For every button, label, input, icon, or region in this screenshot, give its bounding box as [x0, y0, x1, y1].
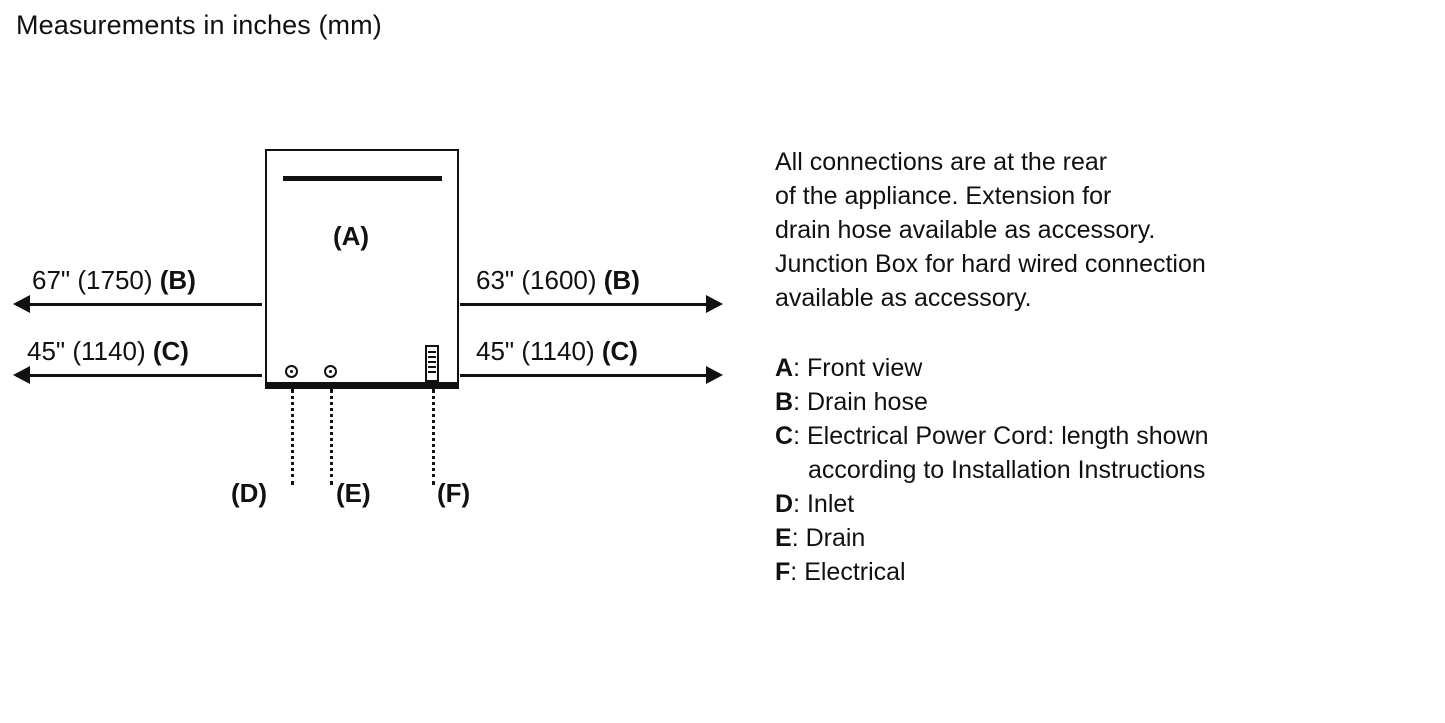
legend-sep-e: : — [791, 524, 806, 552]
legend-sep-c: : — [793, 422, 807, 450]
dimension-line-right-bottom — [460, 374, 706, 377]
front-view-label: (A) — [333, 221, 370, 251]
legend-sep-f: : — [790, 558, 805, 586]
dimension-label-left-top — [32, 265, 196, 296]
dimension-line-left-top — [16, 303, 262, 306]
dimension-value-left-top: 67" (1750) — [32, 265, 160, 295]
legend-text-e: Drain — [805, 524, 866, 552]
arrow-right-bottom-icon — [706, 366, 723, 384]
legend-key-a: A — [775, 354, 794, 382]
electrical-drop-line — [432, 389, 435, 485]
legend-item-b — [775, 385, 1425, 419]
legend-text-f: Electrical — [804, 558, 906, 586]
notes-paragraph — [775, 145, 1415, 315]
dimension-label-left-bottom — [27, 336, 189, 367]
legend-key-f: F — [775, 558, 791, 586]
dimension-ref-left-bottom: (C) — [152, 336, 189, 366]
arrow-left-top-icon — [13, 295, 30, 313]
dimension-value-right-top: 63" (1600) — [476, 265, 604, 295]
dimension-label-right-bottom — [476, 336, 638, 367]
arrow-right-top-icon — [706, 295, 723, 313]
legend-key-e: E — [775, 524, 792, 552]
dimension-line-left-bottom — [16, 374, 262, 377]
appliance-handle — [283, 176, 442, 181]
page-title: Measurements in inches (mm) — [16, 10, 382, 40]
dimension-line-right-top — [460, 303, 706, 306]
legend-text-d: Inlet — [806, 490, 855, 518]
dimension-ref-right-bottom: (C) — [601, 336, 638, 366]
legend-item-f — [775, 555, 1425, 589]
legend-key-b: B — [775, 388, 794, 416]
dimension-value-left-bottom: 45" (1140) — [27, 336, 153, 366]
arrow-left-bottom-icon — [13, 366, 30, 384]
notes-line: available as accessory. — [775, 284, 1032, 312]
legend-block — [775, 351, 1425, 589]
legend-key-d: D — [775, 490, 794, 518]
notes-line: All connections are at the rear — [775, 148, 1108, 176]
notes-line: Junction Box for hard wired connection — [775, 250, 1206, 278]
electrical-label: (F) — [437, 478, 471, 508]
legend-item-a — [775, 351, 1425, 385]
legend-text-a: Front view — [806, 354, 923, 382]
notes-line: of the appliance. Extension for — [775, 182, 1112, 210]
legend-sep-d: : — [793, 490, 807, 518]
legend-text-c-continued: according to Installation Instructions — [808, 456, 1206, 484]
dimension-value-right-bottom: 45" (1140) — [476, 336, 602, 366]
dimension-label-right-top — [476, 265, 640, 296]
electrical-port-icon — [425, 345, 439, 382]
notes-line: drain hose available as accessory. — [775, 216, 1156, 244]
inlet-port-icon — [285, 365, 298, 378]
legend-key-c: C — [775, 422, 794, 450]
legend-sep-b: : — [793, 388, 807, 416]
drain-port-icon — [324, 365, 337, 378]
legend-item-d — [775, 487, 1425, 521]
dimension-ref-left-top: (B) — [159, 265, 196, 295]
notes-block — [775, 145, 1415, 315]
dimension-ref-right-top: (B) — [603, 265, 640, 295]
appliance-base — [265, 382, 459, 389]
inlet-drop-line — [291, 389, 294, 485]
drain-label: (E) — [336, 478, 371, 508]
legend-text-b: Drain hose — [806, 388, 928, 416]
legend-item-e — [775, 521, 1425, 555]
legend-text-c: Electrical Power Cord: length shown — [806, 422, 1209, 450]
inlet-label: (D) — [231, 478, 268, 508]
drain-drop-line — [330, 389, 333, 485]
legend-item-c — [775, 419, 1425, 453]
legend-sep-a: : — [793, 354, 807, 382]
